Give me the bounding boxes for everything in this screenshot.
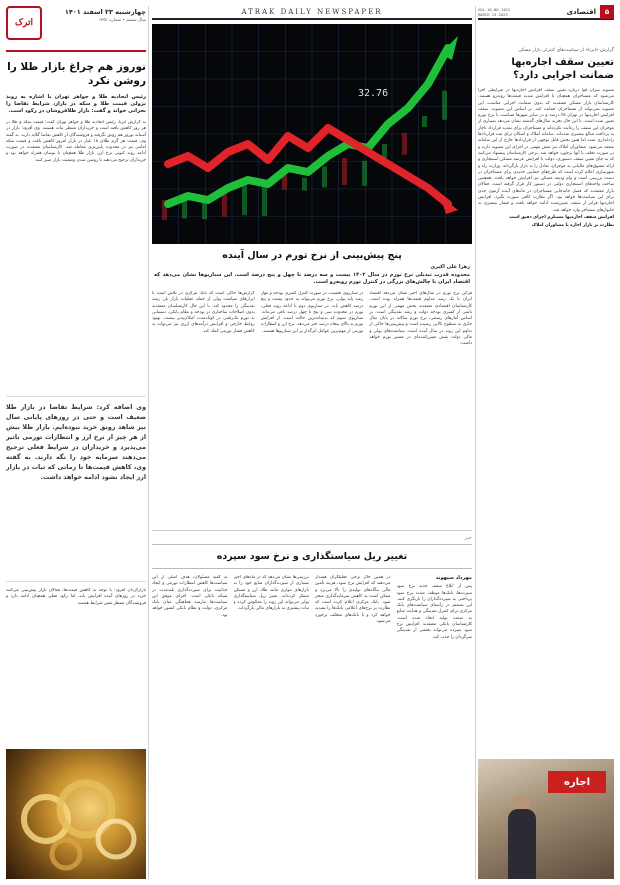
left-column: [6, 6, 146, 879]
second-article-col: به گفته مسئولان، هدف اصلی از این سیاست‌ها کاهش انتظارات تورمی و ایجاد جذابیت برای سپرده‌گذاری بلندمدت در شبکه بانکی است. اجرای موفق این سیاست‌ها نیازمند هماهنگی میان بانک مرکزی، دولت و نظام بانکی کشور خواهد بود.: [152, 575, 228, 618]
hero-headline[interactable]: پنج پیش‌بینی از نرخ تورم در سال آینده: [222, 250, 402, 261]
gold-jewelry-photo: [6, 749, 146, 879]
red-arrow-head: [440, 196, 458, 214]
date-block: [65, 6, 146, 23]
chart-graphic: [152, 24, 472, 244]
hero-byline: زهرا علی اکبری: [430, 264, 470, 270]
right-subhead: افزایش سقف اجاره‌بها مستلزم اجرای دقیق است: [509, 215, 614, 221]
candle-bar: [262, 186, 267, 216]
hero-article-col: گزارش‌ها حاکی است که بانک مرکزی در تلاش است با ابزارهای سیاست پولی از جمله عملیات بازار باز، رشد نقدینگی را محدود کند. با این حال کارشناسان معتقدند بدون اصلاحات ساختاری در بودجه و نظام بانکی، دستیابی به تورم تک‌رقمی در کوتاه‌مدت امکان‌پذیر نیست. بهبود روابط خارجی و افزایش درآمدهای ارزی نیز می‌تواند به کاهش فشار تورمی کمک کند.: [151, 291, 255, 334]
candle-bar: [242, 183, 247, 215]
candle-bar: [382, 144, 387, 158]
rental-sign-photo: [478, 759, 614, 879]
second-article-col: در همین حال برخی تحلیلگران هشدار می‌دهند که افزایش نرخ سود، هزینه تأمین مالی بنگاه‌های تولیدی را بالا می‌برد و ممکن است به کاهش سرمایه‌گذاری منجر شود. بانک مرکزی اعلام کرده است که نظارت بر نرخ‌های اعلامی بانک‌ها را تشدید خواهد کرد و با بانک‌های متخلف برخورد می‌شود.: [315, 575, 391, 625]
candle-bar: [362, 161, 367, 186]
left-article-body: به گزارش ایرنا، رئیس اتحادیه طلا و جواهر تهران گفت: قیمت سکه و طلا در هر روز کاهش یافته است و خریداران منتظر ثبات هستند. وی افزود: بازار در آستانه نوروز هم رونق نگرفته و فروشندگان از کاهش تقاضا گلایه دارند. به گفته وی، قیمت هر گرم طلای ۱۸ عیار در بازار امروز کاهش یافت و قیمت سکه امامی نیز در محدوده پایین‌تری معامله شد. کارشناسان معتقدند در صورت ادامه روند کنونی نرخ ارز، بازار طلا همچنان با نوسان همراه خواهد بود و خریداران ترجیح می‌دهند تا روشن شدن وضعیت بازار صبر کنند.: [6, 120, 146, 163]
hero-article-columns: [152, 291, 472, 531]
gold-chains-illustration: [6, 749, 146, 879]
right-column: [478, 6, 614, 879]
volume-info: VOL.16,NO.1451 MARCH 13.2023: [478, 7, 511, 17]
second-headline[interactable]: تغییر ریل سیاستگذاری و نرخ سود سپرده: [152, 544, 472, 569]
right-article-body: مصوبه سران قوا درباره تعیین سقف افزایش اجاره‌بها در شرایطی اجرا می‌شود که مستاجران همچنان با افزایش شدید قیمت‌ها روبه‌رو هستند. کارشناسان بازار مسکن معتقدند که بدون ضمانت اجرایی مناسب، این مصوبه نمی‌تواند از مستاجران حمایت کند. بر اساس این مصوبه، سقف افزایش اجاره‌بها در تهران ۲۵ درصد و در سایر شهرها متناسب با نرخ تورم تعیین شده است. با این حال تجربه سال‌های گذشته نشان می‌دهد بسیاری از موجران این سقف را رعایت نکرده‌اند و مستاجران برای تمدید قرارداد ناچار به پرداخت مبالغ بیشتری شده‌اند. سامانه املاک و اسکان برای ثبت قراردادها راه‌اندازی شده اما هنوز بخش قابل توجهی از قراردادها خارج از این سامانه منعقد می‌شود. مشاوران املاک نیز نقش مهمی در اجرای این مصوبه دارند و در صورت تخلف با آنها برخورد خواهد شد. برخی کارشناسان پیشنهاد می‌کنند که به جای تعیین سقف دستوری، دولت با افزایش عرضه مسکن استیجاری و ارائه مشوق‌های مالیاتی به موجران، تعادل را به بازار بازگرداند. وزارت راه و شهرسازی اعلام کرده است که طرح‌های حمایتی جدیدی برای مستاجران در دست بررسی است و وام ودیعه مسکن نیز افزایش خواهد یافت. همچنین ساخت واحدهای استیجاری دولتی در دستور کار قرار گرفته است. فعالان بازار معتقدند که فصل جابه‌جایی مستاجران در ماه‌های آینده آزمون جدی برای این سیاست‌ها خواهد بود. اگر نظارت کافی صورت نگیرد، افزایش اجاره‌بها فراتر از سقف تعیین‌شده ادامه خواهد یافت و فشار بیشتری به خانوارهای مستاجر وارد خواهد شد. افزایش سقف اجاره‌بها مستلزم اجرای دقیق است نظارت بر بازار اجاره با مشاوران املاک: [478, 88, 614, 229]
issue-day: چهارشنبه ۲۳ اسفند ۱۴۰۱: [64, 8, 146, 16]
section-tag: خبر: [464, 535, 472, 541]
second-author: مهرداد سپهوند: [435, 575, 472, 581]
candle-bar: [442, 91, 447, 120]
candle-bar: [302, 178, 307, 191]
section-header: [567, 5, 614, 19]
candle-bar: [322, 166, 327, 187]
candle-bar: [402, 133, 407, 155]
candle-bar: [422, 116, 427, 127]
chart-value-label: 32.76: [358, 88, 389, 99]
candle-bar: [342, 158, 347, 185]
inflation-chart-photo: [152, 24, 472, 244]
left-pull-text: وی اضافه کرد: شرایط تقاضا در بازار طلا ضعیف است و حتی در روزهای پایانی سال نیز شاهد رونق خرید نبوده‌ایم. بازار طلا بیش از هر چیز از نرخ ارز و انتظارات تورمی تاثیر می‌پذیرد و خریداران در شرایط فعلی ترجیح می‌دهند سرمایه خود را نگه دارند. به گفته وی، کاهش قیمت‌ها تا زمانی که ثبات در بازار ارز ایجاد نشود ادامه خواهد داشت.: [6, 396, 146, 582]
page-number: ۵: [600, 5, 614, 19]
hero-article-col: قرائن نرخ تورم در سال‌های اخیر نشان می‌دهد اقتصاد ایران با یک رشد مداوم قیمت‌ها همراه بوده است. کارشناسان اقتصادی معتقدند بخش مهمی از این تورم ناشی از کسری بودجه دولت و رشد نقدینگی است. بر اساس آمارهای رسمی، نرخ تورم سالانه در پایان سال جاری به سطوح بالایی رسیده است و پیش‌بینی‌ها حاکی از تداوم این روند در سال آینده است. سیاست‌های پولی و مالی دولت نقش تعیین‌کننده‌ای در مسیر تورم خواهد داشت.: [369, 291, 472, 347]
page-header: [478, 6, 614, 20]
rent-sign: اجاره: [548, 771, 606, 793]
newspaper-logo[interactable]: اترک: [6, 6, 42, 40]
hero-lead: محدوده قدرت تبدیلی نرخ تورم در سال ۱۴۰۲ بیست و سه درصد تا چهل و پنج درصد است. این سناریوها نشان می‌دهد که اقتصاد ایران با چالش‌های بزرگی در کنترل تورم روبه‌رو است.: [154, 272, 470, 285]
person-figure: [508, 809, 536, 879]
left-article-body-2: بازارگردان افزود: با توجه به کاهش قیمت‌ها، فعالان بازار پیش‌بینی می‌کنند خرید در روزهای آینده افزایش یابد، اما رکود فعلی همچنان ادامه دارد و فروشندگان منتظر تغییر شرایط هستند.: [6, 588, 146, 606]
section-name[interactable]: اقتصادی: [566, 8, 596, 16]
hero-article-col: در سناریوی نخست، در صورت کنترل کسری بودجه و مهار رشد پایه پولی، نرخ تورم می‌تواند به حدود بیست و پنج درصد کاهش یابد. در سناریوی دوم با ادامه روند فعلی، تورم در محدوده سی و پنج تا چهل درصد باقی می‌ماند. سناریوی سوم که بدبینانه‌ترین حالت است، از افزایش تورم به بالای پنجاه درصد خبر می‌دهد. نرخ ارز و انتظارات تورمی از مهم‌ترین عوامل اثرگذار بر این سناریوها هستند.: [260, 291, 364, 334]
issue-meta: سال ششم • شماره ۱۴۵۱: [98, 18, 146, 23]
second-article-col: بررسی‌ها نشان می‌دهد که در ماه‌های اخیر بسیاری از سپرده‌گذاران منابع خود را به بازارهای موازی مانند طلا، ارز و مسکن منتقل کرده‌اند. تغییر ریل سیاستگذاری پولی می‌تواند این روند را معکوس کرده و ثبات بیشتری به بازارهای مالی بازگرداند.: [233, 575, 309, 612]
left-header: [6, 6, 146, 46]
green-trend-line: [168, 48, 448, 204]
masthead: ATRAK DAILY NEWSPAPER: [152, 6, 472, 20]
divider: [6, 50, 146, 52]
left-lead: رئیس اتحادیه طلا و جواهر تهران با اشاره به روند نزولی قیمت طلا و سکه در بازار، شرایط تقاضا را بحرانی خواند و گفت: بازار طلافروشان در رکود است.: [6, 94, 146, 114]
right-kicker: گزارش «ایرنا» از سیاست‌های کنترلی بازار مسکن: [518, 48, 614, 53]
second-article-col: مهرداد سپهوند پس از ابلاغ سقف جدید نرخ سود سپرده‌ها، بانک‌ها موظف شدند نرخ سود پرداختی به سپرده‌گذاران را بازنگری کنند. این تصمیم در راستای سیاست‌های بانک مرکزی برای کنترل نقدینگی و هدایت منابع به سمت تولید اتخاذ شده است. کارشناسان بانکی معتقدند افزایش نرخ سود سپرده می‌تواند بخشی از نقدینگی سرگردان را جذب کند.: [396, 575, 472, 640]
right-headline[interactable]: تعیین سقف اجاره‌بها ضمانت اجرایی دارد؟: [511, 57, 614, 81]
column-divider: [475, 6, 476, 879]
right-subhead: نظارت بر بازار اجاره با مشاوران املاک: [531, 223, 614, 229]
column-divider: [148, 6, 149, 879]
left-headline[interactable]: نوروز هم چراغ بازار طلا را روشن نکرد: [7, 61, 146, 87]
center-column: [152, 6, 472, 879]
second-article-columns: [152, 575, 472, 885]
